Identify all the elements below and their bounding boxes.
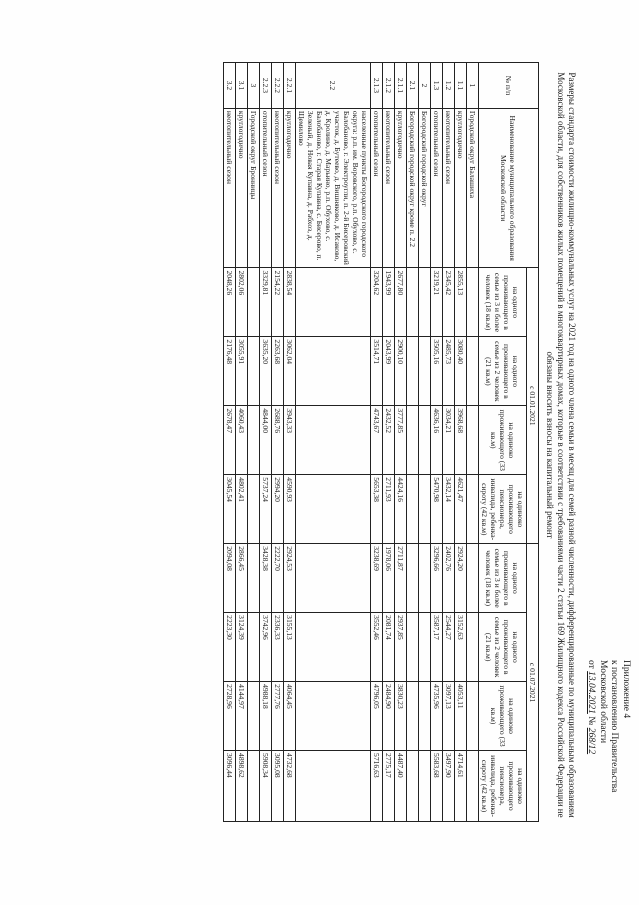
value-cell: 1943,99 — [383, 268, 395, 337]
value-cell: 2176,48 — [224, 337, 236, 406]
value-cell: 2838,54 — [284, 268, 296, 337]
value-cell: 5737,24 — [260, 475, 272, 544]
row-number: 2 — [419, 63, 431, 109]
value-cell: 3968,68 — [455, 406, 467, 475]
row-number: 2.2.2 — [272, 63, 284, 109]
row-name: населенные пункты Богородского городского округа: р.п. им. Воровского, р.п. Обухово, с. Балобаново, г. Электроугли, п. 2-й Бисеровский участок, д. Бутеево, д. Вишняково, д. Исаково, д. Кролино, д. Марьино, р.п. Обухово, с. Балобаново, г. Старая Купавна, с. Бисерово, п. Зеленый, д. Новая Купавна, д. Рабхоз, д. Щемилово — [296, 108, 371, 268]
value-cell: 2775,17 — [383, 751, 395, 822]
value-cell — [407, 544, 419, 613]
value-cell: 2223,30 — [224, 613, 236, 682]
value-cell: 3514,71 — [371, 337, 383, 406]
value-cell: 3552,46 — [371, 613, 383, 682]
value-cell: 2802,06 — [236, 268, 248, 337]
value-cell: 4590,93 — [284, 475, 296, 544]
value-cell: 4802,41 — [236, 475, 248, 544]
row-name: круглогодично — [395, 108, 407, 268]
value-cell: 2866,45 — [236, 544, 248, 613]
value-cell: 1978,06 — [383, 544, 395, 613]
value-cell: 3124,39 — [236, 613, 248, 682]
row-name: отопительный сезон — [371, 108, 383, 268]
row-name: круглогодично — [284, 108, 296, 268]
value-cell — [419, 406, 431, 475]
table-body — [224, 63, 479, 822]
row-number: 1.1 — [455, 63, 467, 109]
value-cell: 2677,80 — [395, 268, 407, 337]
value-cell: 2432,52 — [383, 406, 395, 475]
value-cell: 3505,16 — [431, 337, 443, 406]
value-cell: 3432,14 — [443, 475, 455, 544]
value-cell: 2924,20 — [455, 544, 467, 613]
value-cell: 3587,17 — [431, 613, 443, 682]
value-cell: 2485,73 — [443, 337, 455, 406]
row-number: 2.2 — [296, 63, 371, 109]
value-cell — [419, 268, 431, 337]
value-cell: 3943,33 — [284, 406, 296, 475]
value-cell — [407, 406, 419, 475]
value-cell: 2402,76 — [443, 544, 455, 613]
row-number: 3 — [248, 63, 260, 109]
appendix-line-4 — [585, 660, 597, 860]
appendix-line-2: к постановлению Правительства — [609, 660, 620, 793]
table-row — [455, 63, 467, 822]
value-cell: 4714,61 — [455, 751, 467, 822]
appendix-number-sign: № — [586, 716, 597, 726]
appendix-number: 268/12 — [586, 727, 597, 755]
value-cell: 3204,62 — [371, 268, 383, 337]
value-cell — [407, 268, 419, 337]
appendix-block — [585, 660, 631, 860]
value-cell — [248, 268, 260, 337]
value-cell — [419, 544, 431, 613]
row-name: Городской округ Бронницы — [248, 108, 260, 268]
value-cell — [467, 268, 479, 337]
table-row — [431, 63, 443, 822]
appendix-line-1: Приложение 4 — [621, 660, 631, 719]
document-heading: Размеры стандарта стоимости жилищно-коммунальных услуг на 2021 год на одного члена семьи в месяц для семей разной численности, дифференцированные по муниципальным образованиям Московской области, для собственников жилых помещений в многоквартирных домах, которые в соответствии с требованиями части 2 статьи 169 Жилищного кодекса Российской Федерации не обязаны вносить взносы на капитальный ремонт — [545, 72, 577, 818]
standards-table — [223, 62, 539, 822]
value-cell: 4735,96 — [431, 682, 443, 751]
value-cell — [467, 337, 479, 406]
value-cell — [407, 475, 419, 544]
value-cell: 3096,44 — [224, 751, 236, 822]
value-cell: 2855,13 — [455, 268, 467, 337]
value-cell: 3428,38 — [260, 544, 272, 613]
value-cell: 5470,98 — [431, 475, 443, 544]
row-name: неотопительный сезон — [383, 108, 395, 268]
appendix-line-3: Московской области — [598, 660, 608, 744]
value-cell: 3155,13 — [284, 613, 296, 682]
header-period-1: с 01.01.2021 — [527, 268, 539, 544]
value-cell — [248, 337, 260, 406]
value-cell: 2154,22 — [272, 268, 284, 337]
row-name: отопительный сезон — [260, 108, 272, 268]
subheader: на одиноко проживающего (33 кв.м) — [479, 682, 527, 751]
value-cell: 2094,08 — [224, 544, 236, 613]
row-name: Богородский городской округ кроме п. 2.2 — [407, 108, 419, 268]
value-cell: 2900,10 — [395, 337, 407, 406]
value-cell: 3830,23 — [395, 682, 407, 751]
value-cell: 4053,11 — [455, 682, 467, 751]
value-cell: 2777,76 — [272, 682, 284, 751]
value-cell — [296, 751, 371, 822]
value-cell — [467, 475, 479, 544]
table-row — [272, 63, 284, 822]
value-cell — [467, 613, 479, 682]
value-cell: 4621,47 — [455, 475, 467, 544]
row-name: Богородский городской округ — [419, 108, 431, 268]
value-cell: 4487,40 — [395, 751, 407, 822]
value-cell: 4732,68 — [284, 751, 296, 822]
value-cell — [407, 751, 419, 822]
row-name: неотопительный сезон — [224, 108, 236, 268]
row-number: 1.3 — [431, 63, 443, 109]
subheader: на одиноко проживающего пенсионера, инвалида, ребенка-сироту (42 кв.м) — [479, 475, 527, 544]
value-cell: 2711,93 — [383, 475, 395, 544]
subheader: на одного проживающего в семье из 3 и более человек (18 кв.м) — [479, 544, 527, 613]
value-cell — [248, 751, 260, 822]
value-cell — [296, 268, 371, 337]
value-cell — [467, 751, 479, 822]
value-cell: 3635,20 — [260, 337, 272, 406]
table-row — [419, 63, 431, 822]
value-cell: 2081,74 — [383, 613, 395, 682]
value-cell — [248, 475, 260, 544]
value-cell: 2043,99 — [383, 337, 395, 406]
value-cell: 3777,85 — [395, 406, 407, 475]
value-cell: 5653,38 — [371, 475, 383, 544]
value-cell — [419, 337, 431, 406]
value-cell: 2688,76 — [272, 406, 284, 475]
value-cell: 4844,00 — [260, 406, 272, 475]
value-cell: 2678,47 — [224, 406, 236, 475]
row-number: 2.2.1 — [284, 63, 296, 109]
value-cell: 4988,18 — [260, 682, 272, 751]
rotated-document — [79, 20, 639, 870]
value-cell — [467, 682, 479, 751]
table-row — [371, 63, 383, 822]
value-cell: 2994,20 — [272, 475, 284, 544]
value-cell — [296, 406, 371, 475]
value-cell: 3238,69 — [371, 544, 383, 613]
value-cell — [296, 613, 371, 682]
value-cell: 2937,85 — [395, 613, 407, 682]
value-cell: 5583,68 — [431, 751, 443, 822]
table-row — [236, 63, 248, 822]
value-cell: 3034,21 — [443, 406, 455, 475]
table-row — [260, 63, 272, 822]
row-name: Городской округ Балашиха — [467, 108, 479, 268]
value-cell: 3095,08 — [272, 751, 284, 822]
subheader: на одного проживающего в семье из 2 человек (21 кв.м) — [479, 613, 527, 682]
value-cell: 4424,16 — [395, 475, 407, 544]
subheader: на одного проживающего в семье из 3 и более человек (18 кв.м) — [479, 268, 527, 337]
value-cell: 4636,16 — [431, 406, 443, 475]
value-cell: 3080,40 — [455, 337, 467, 406]
row-number: 2.1.1 — [395, 63, 407, 109]
value-cell — [248, 544, 260, 613]
value-cell — [407, 613, 419, 682]
table-row — [224, 63, 236, 822]
header-period-2: с 01.07.2021 — [527, 544, 539, 822]
appendix-date-prefix: от — [586, 660, 597, 669]
row-number: 3.1 — [236, 63, 248, 109]
value-cell — [296, 475, 371, 544]
value-cell — [419, 682, 431, 751]
value-cell — [419, 475, 431, 544]
value-cell: 3062,04 — [284, 337, 296, 406]
value-cell: 4743,67 — [371, 406, 383, 475]
value-cell — [248, 682, 260, 751]
value-cell: 2924,53 — [284, 544, 296, 613]
row-name: круглогодично — [236, 108, 248, 268]
value-cell — [419, 613, 431, 682]
value-cell — [419, 751, 431, 822]
row-number: 2.1 — [407, 63, 419, 109]
value-cell: 2728,96 — [224, 682, 236, 751]
row-name: неотопительный сезон — [443, 108, 455, 268]
value-cell: 4144,97 — [236, 682, 248, 751]
row-number: 2.1.2 — [383, 63, 395, 109]
value-cell: 4064,45 — [284, 682, 296, 751]
row-name: неотопительный сезон — [272, 108, 284, 268]
value-cell: 5716,63 — [371, 751, 383, 822]
subheader: на одного проживающего в семье из 2 человек (21 кв.м) — [479, 337, 527, 406]
value-cell: 3329,81 — [260, 268, 272, 337]
table-row — [296, 63, 371, 822]
value-cell: 3055,91 — [236, 337, 248, 406]
value-cell: 4060,43 — [236, 406, 248, 475]
value-cell: 2711,87 — [395, 544, 407, 613]
value-cell: 3497,90 — [443, 751, 455, 822]
table-row — [407, 63, 419, 822]
value-cell: 3097,13 — [443, 682, 455, 751]
value-cell: 2222,70 — [272, 544, 284, 613]
value-cell — [248, 406, 260, 475]
row-number: 2.1.3 — [371, 63, 383, 109]
value-cell: 3152,63 — [455, 613, 467, 682]
value-cell: 4796,05 — [371, 682, 383, 751]
table-row — [395, 63, 407, 822]
subheader: на одиноко проживающего пенсионера, инвалида, ребенка-сироту (42 кв.м) — [479, 751, 527, 822]
appendix-date: 13.04.2021 — [586, 671, 597, 714]
table-row — [284, 63, 296, 822]
row-name: круглогодично — [455, 108, 467, 268]
row-number: 2.2.3 — [260, 63, 272, 109]
row-number: 1.2 — [443, 63, 455, 109]
value-cell — [296, 544, 371, 613]
value-cell — [407, 337, 419, 406]
value-cell: 5908,34 — [260, 751, 272, 822]
row-name: отопительный сезон — [431, 108, 443, 268]
value-cell: 3045,54 — [224, 475, 236, 544]
header-name: Наименование муниципального образования Московской области — [479, 108, 539, 268]
value-cell: 2336,33 — [272, 613, 284, 682]
header-number: № п/п — [479, 63, 539, 109]
value-cell: 2484,90 — [383, 682, 395, 751]
value-cell — [296, 682, 371, 751]
row-number: 1 — [467, 63, 479, 109]
value-cell: 2345,42 — [443, 268, 455, 337]
value-cell: 4898,62 — [236, 751, 248, 822]
value-cell: 2544,27 — [443, 613, 455, 682]
value-cell — [467, 406, 479, 475]
value-cell: 3219,21 — [431, 268, 443, 337]
value-cell: 2048,26 — [224, 268, 236, 337]
value-cell — [296, 337, 371, 406]
value-cell — [407, 682, 419, 751]
table-row — [467, 63, 479, 822]
subheader: на одиноко проживающего (33 кв.м) — [479, 406, 527, 475]
table-row — [383, 63, 395, 822]
table-row — [248, 63, 260, 822]
value-cell — [248, 613, 260, 682]
table-row — [443, 63, 455, 822]
value-cell: 2263,68 — [272, 337, 284, 406]
row-number: 3.2 — [224, 63, 236, 109]
value-cell: 3296,66 — [431, 544, 443, 613]
value-cell — [467, 544, 479, 613]
value-cell: 3742,96 — [260, 613, 272, 682]
